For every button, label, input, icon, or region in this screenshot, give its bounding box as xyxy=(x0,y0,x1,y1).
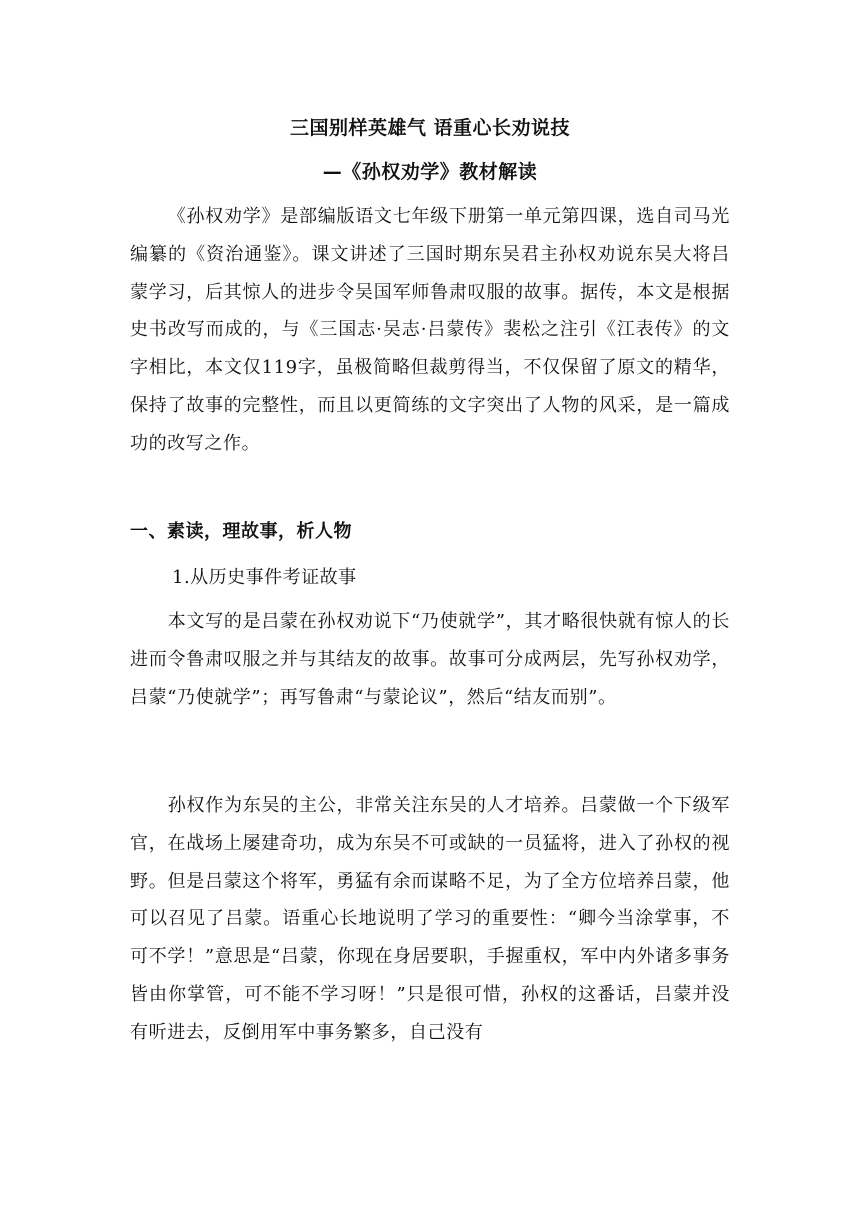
subsection-heading: 1.从历史事件考证故事 xyxy=(172,567,357,588)
intro-paragraph: 《孙权劝学》是部编版语文七年级下册第一单元第四课，选自司马光编纂的《资治通鉴》。课文讲述了三国时期东吴君主孙权劝说东吴大将吕蒙学习，后其惊人的进步令吴国军师鲁肃叹服的故事。据传，本文是根据史书改写而成的，与《三国志·吴志·吕蒙传》裴松之注引《江表传》的文字相比，本文仅119字，虽极简略但裁剪得当，不仅保留了原文的精华，保持了故事的完整性，而且以更简练的文字突出了人物的风采，是一篇成功的改写之作。 xyxy=(130,206,730,454)
document-title: 三国别样英雄气 语重心长劝说技 xyxy=(289,117,571,139)
body-paragraph-3: 孙权作为东吴的主公，非常关注东吴的人才培养。吕蒙做一个下级军官，在战场上屡建奇功，成为东吴不可或缺的一员猛将，进入了孙权的视野。但是吕蒙这个将军，勇猛有余而谋略不足，为了全方位培养吕蒙，他可以召见了吕蒙。语重心长地说明了学习的重要性：“卿今当涂掌事，不可不学！”意思是“吕蒙，你现在身居要职，手握重权，军中内外诸多事务皆由你掌管，可不能不学习呀！”只是很可惜，孙权的这番话，吕蒙并没有听进去，反倒用军中事务繁多，自己没有 xyxy=(130,795,730,1043)
body-paragraph-2: 本文写的是吕蒙在孙权劝说下“乃使就学”，其才略很快就有惊人的长进而令鲁肃叹服之并与其结友的故事。故事可分成两层，先写孙权劝学，吕蒙“乃使就学”；再写鲁肃“与蒙论议”，然后“结友而别”。 xyxy=(130,611,730,708)
document-subtitle: —《孙权劝学》教材解读 xyxy=(322,161,538,183)
section-heading: 一、素读，理故事，析人物 xyxy=(130,521,352,542)
